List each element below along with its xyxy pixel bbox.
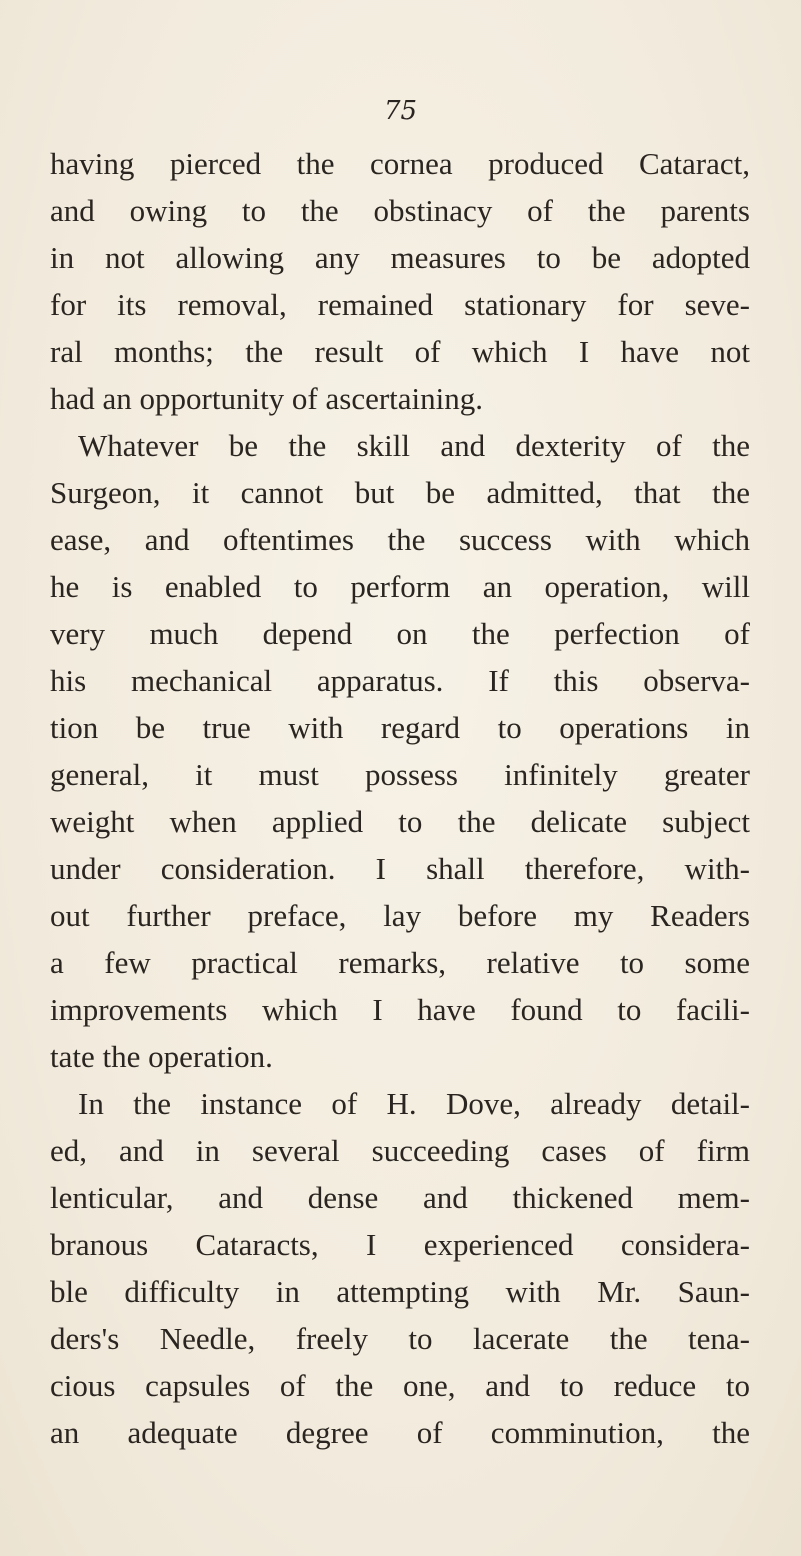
text-line: ease, and oftentimes the success with which (50, 522, 750, 557)
text-line: ble difficulty in attempting with Mr. Saun- (50, 1274, 750, 1309)
paragraph-start-line: In the instance of H. Dove, already detail- (78, 1086, 750, 1121)
page-number: 75 (383, 96, 418, 126)
text-line: ral months; the result of which I have not (50, 334, 750, 369)
text-line: his mechanical apparatus. If this observa- (50, 663, 750, 698)
text-line: ders's Needle, freely to lacerate the tena- (50, 1321, 750, 1356)
text-line: weight when applied to the delicate subject (50, 804, 750, 839)
text-line: Surgeon, it cannot but be admitted, that the (50, 475, 750, 510)
text-line: out further preface, lay before my Readers (50, 898, 750, 933)
body-text (50, 140, 750, 1456)
text-line: ed, and in several succeeding cases of firm (50, 1133, 750, 1168)
text-line: had an opportunity of ascertaining. (50, 381, 484, 416)
text-line: an adequate degree of comminution, the (50, 1415, 750, 1450)
text-line: under consideration. I shall therefore, with- (50, 851, 750, 886)
text-line: lenticular, and dense and thickened mem- (50, 1180, 750, 1215)
paragraph-start-line: Whatever be the skill and dexterity of the (78, 428, 750, 463)
text-line: having pierced the cornea produced Cataract, (50, 146, 750, 181)
text-line: in not allowing any measures to be adopted (50, 240, 750, 275)
text-line: a few practical remarks, relative to some (50, 945, 750, 980)
text-line: improvements which I have found to facili- (50, 992, 750, 1027)
text-line: branous Cataracts, I experienced considera- (50, 1227, 750, 1262)
text-line: for its removal, remained stationary for seve- (50, 287, 750, 322)
text-line: tate the operation. (50, 1039, 273, 1074)
text-line: very much depend on the perfection of (50, 616, 750, 651)
text-line: he is enabled to perform an operation, will (50, 569, 750, 604)
text-line: cious capsules of the one, and to reduce to (50, 1368, 750, 1403)
text-line: and owing to the obstinacy of the parents (50, 193, 750, 228)
text-line: general, it must possess infinitely greater (50, 757, 750, 792)
text-line: tion be true with regard to operations in (50, 710, 750, 745)
